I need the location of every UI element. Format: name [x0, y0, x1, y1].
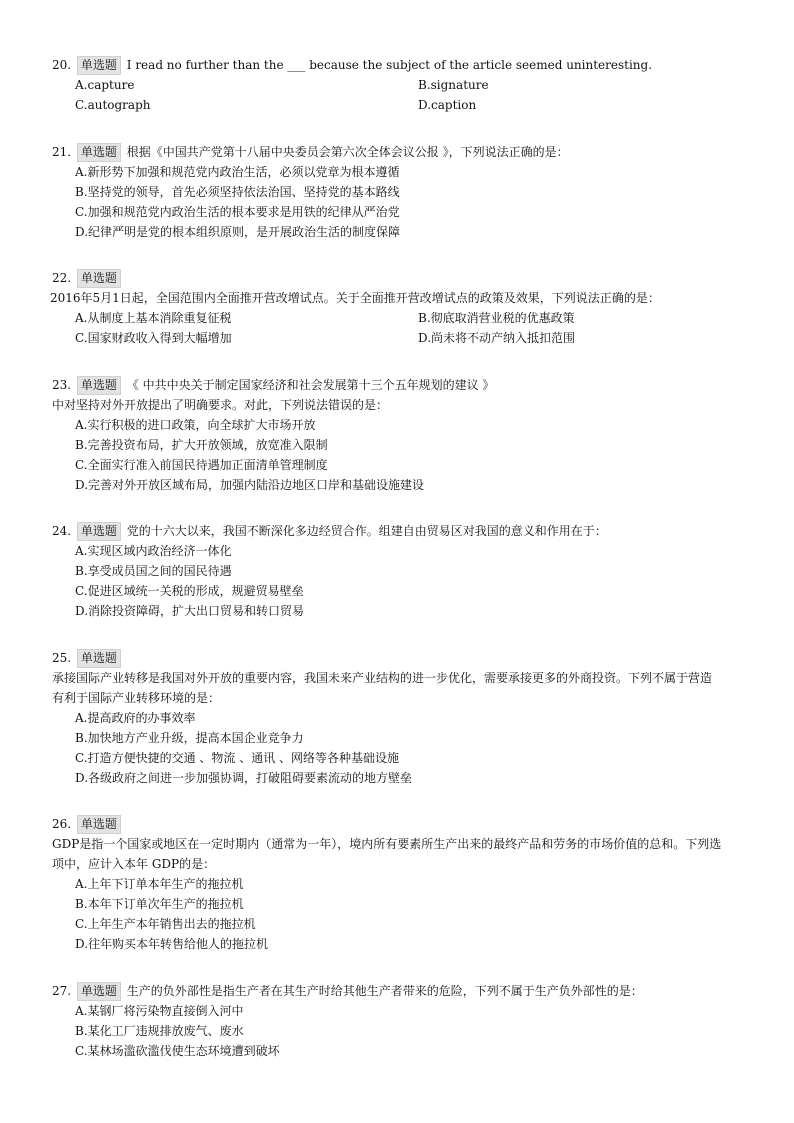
question-26: [52, 814, 722, 954]
option-a[interactable]: A.实现区域内政治经济一体化: [75, 544, 232, 558]
question-number: 26.: [52, 817, 72, 831]
option-c[interactable]: C.加强和规范党内政治生活的根本要求是用铁的纪律从严治党: [75, 205, 400, 219]
question-number: 23.: [52, 378, 72, 392]
option-d[interactable]: D.纪律严明是党的根本组织原则，是开展政治生活的制度保障: [75, 225, 401, 239]
option-d[interactable]: D.各级政府之间进一步加强协调，打破阻碍要素流动的地方壁垒: [75, 771, 413, 785]
option-c[interactable]: C.国家财政收入得到大幅增加: [75, 331, 232, 345]
option-b[interactable]: B.某化工厂违规排放废气、废水: [75, 1024, 244, 1038]
question-stem-inline: 生产的负外部性是指生产者在其生产时给其他生产者带来的危险，下列不属于生产负外部性的是：: [126, 984, 643, 998]
question-number: 27.: [52, 984, 72, 998]
question-number: 21.: [52, 145, 72, 159]
option-d[interactable]: D.往年购买本年转售给他人的拖拉机: [75, 937, 269, 951]
question-type-badge: 单选题: [77, 649, 121, 668]
question-27: [52, 981, 722, 1061]
option-a[interactable]: A.从制度上基本消除重复征税: [75, 311, 232, 325]
question-23: [52, 375, 722, 495]
option-c[interactable]: C.上年生产本年销售出去的拖拉机: [75, 917, 256, 931]
question-number: 22.: [52, 271, 72, 285]
option-d[interactable]: D.消除投资障碍，扩大出口贸易和转口贸易: [75, 604, 305, 618]
option-c[interactable]: C.打造方便快捷的交通 、物流 、通讯 、网络等各种基础设施: [75, 751, 400, 765]
question-20: [52, 55, 722, 115]
question-type-badge: 单选题: [77, 143, 121, 162]
question-22: [52, 268, 722, 348]
question-type-badge: 单选题: [77, 56, 121, 75]
option-b[interactable]: B.本年下订单次年生产的拖拉机: [75, 897, 244, 911]
question-type-badge: 单选题: [77, 982, 121, 1001]
option-c[interactable]: C.全面实行准入前国民待遇加正面清单管理制度: [75, 458, 328, 472]
option-b[interactable]: B.彻底取消营业税的优惠政策: [418, 311, 575, 325]
question-type-badge: 单选题: [77, 522, 121, 541]
question-number: 24.: [52, 524, 72, 538]
question-stem: 2016年5月1日起，全国范围内全面推开营改增试点。关于全面推开营改增试点的政策及效果，下列说法正确的是：: [50, 291, 660, 305]
option-b[interactable]: B.坚持党的领导，首先必须坚持依法治国、坚持党的基本路线: [75, 185, 400, 199]
option-a[interactable]: A.上年下订单本年生产的拖拉机: [75, 877, 244, 891]
option-b[interactable]: B.享受成员国之间的国民待遇: [75, 564, 232, 578]
question-stem: 根据《中国共产党第十八届中央委员会第六次全体会议公报 》，下列说法正确的是：: [126, 145, 569, 159]
question-24: [52, 521, 722, 621]
option-b[interactable]: B.signature: [418, 78, 489, 92]
question-21: [52, 142, 722, 242]
question-stem: GDP是指一个国家或地区在一定时期内（通常为一年），境内所有要素所生产出来的最终产品和劳务的市场价值的总和。下列选项中，应计入本年 GDP的是：: [52, 837, 722, 871]
option-d[interactable]: D.caption: [418, 98, 477, 112]
question-type-badge: 单选题: [77, 269, 121, 288]
option-c[interactable]: C.促进区域统一关税的形成，规避贸易壁垒: [75, 584, 304, 598]
question-number: 25.: [52, 651, 72, 665]
option-b[interactable]: B.完善投资布局，扩大开放领域，放宽准入限制: [75, 438, 328, 452]
option-c[interactable]: C.autograph: [75, 98, 151, 112]
option-a[interactable]: A.新形势下加强和规范党内政治生活，必须以党章为根本遵循: [75, 165, 400, 179]
option-d[interactable]: D.完善对外开放区域布局，加强内陆沿边地区口岸和基础设施建设: [75, 478, 425, 492]
option-c[interactable]: C.某林场滥砍滥伐使生态环境遭到破坏: [75, 1044, 280, 1058]
option-a[interactable]: A.capture: [75, 78, 135, 92]
option-a[interactable]: A.提高政府的办事效率: [75, 711, 196, 725]
question-stem-inline: 《 中共中央关于制定国家经济和社会发展第十三个五年规划的建议 》: [126, 378, 495, 392]
question-25: [52, 648, 722, 788]
question-stem: 承接国际产业转移是我国对外开放的重要内容，我国未来产业结构的进一步优化，需要承接更多的外商投资。下列不属于营造有利于国际产业转移环境的是：: [52, 671, 713, 705]
question-stem: 中对坚持对外开放提出了明确要求。对此，下列说法错误的是：: [52, 398, 389, 412]
option-d[interactable]: D.尚未将不动产纳入抵扣范围: [418, 331, 576, 345]
question-number: 20.: [52, 58, 72, 72]
option-b[interactable]: B.加快地方产业升级，提高本国企业竞争力: [75, 731, 304, 745]
question-stem: I read no further than the ___ because the subject of the article seemed uninteresting.: [126, 58, 653, 72]
option-a[interactable]: A.实行积极的进口政策，向全球扩大市场开放: [75, 418, 316, 432]
question-type-badge: 单选题: [77, 376, 121, 395]
question-stem-inline: 党的十六大以来，我国不断深化多边经贸合作。组建自由贸易区对我国的意义和作用在于：: [126, 524, 607, 538]
question-type-badge: 单选题: [77, 815, 121, 834]
option-a[interactable]: A.某钢厂将污染物直接倒入河中: [75, 1004, 244, 1018]
